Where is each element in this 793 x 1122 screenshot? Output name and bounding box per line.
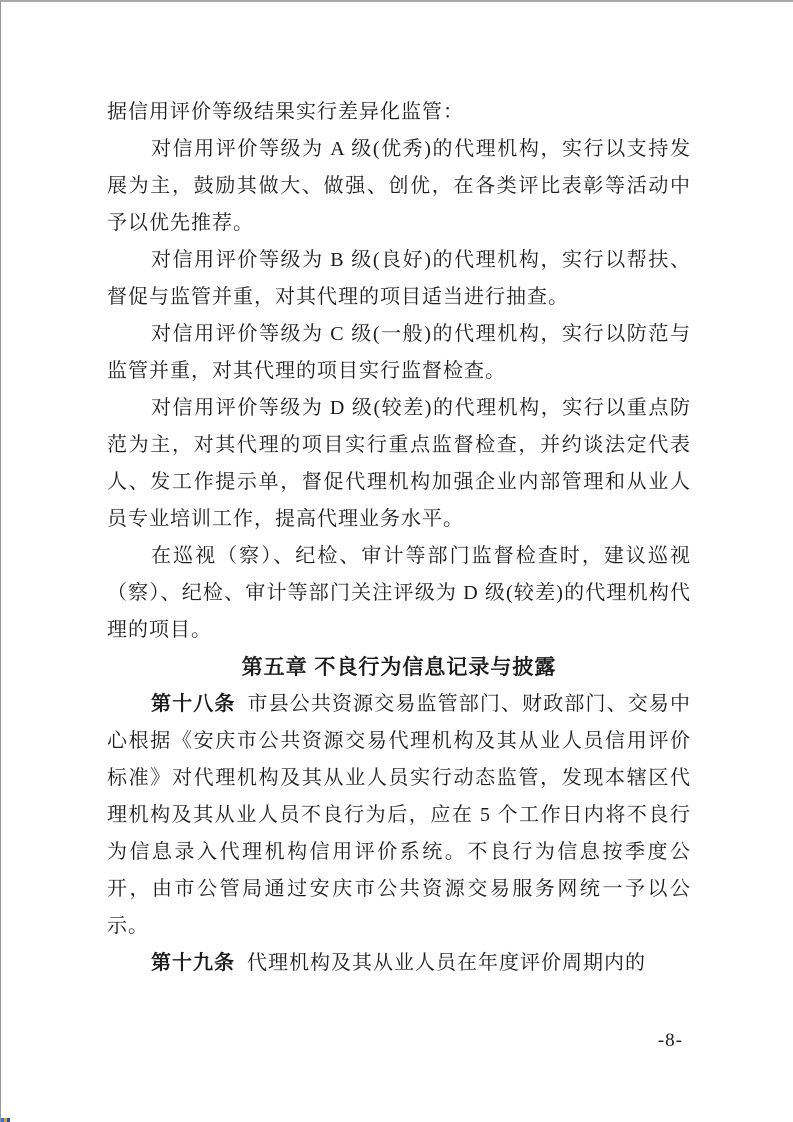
article-18-text: 市县公共资源交易监管部门、财政部门、交易中心根据《安庆市公共资源交易代理机构及其从业人员信用评价标准》对代理机构及其从业人员实行动态监管，发现本辖区代理机构及其从业人员不良行为后，应在 5 个工作日内将不良行为信息录入代理机构信用评价系统。不良行为信息按季度公开，由市公管局通过安庆市公共资源交易服务网统一予以公示。: [107, 693, 691, 937]
paragraph-article-18: [107, 686, 691, 945]
paragraph-article-19: [107, 945, 691, 982]
paragraph-intro-continuation: 据信用评价等级结果实行差异化监管：: [107, 101, 464, 123]
article-19-lead: 第十九条: [151, 952, 235, 974]
paragraph-grade-c: 对信用评价等级为 C 级(一般)的代理机构，实行以防范与监管并重，对其代理的项目实行监督检查。: [107, 323, 691, 382]
paragraph-grade-a: 对信用评价等级为 A 级(优秀)的代理机构，实行以支持发展为主，鼓励其做大、做强、创优，在各类评比表彰等活动中予以优先推荐。: [107, 138, 691, 234]
chapter-heading: 第五章 不良行为信息记录与披露: [241, 656, 557, 679]
page-number: -8-: [657, 1030, 683, 1051]
scan-artifact: [1, 1118, 10, 1122]
article-19-text: 代理机构及其从业人员在年度评价周期内的: [247, 952, 646, 974]
paragraph-grade-b: 对信用评价等级为 B 级(良好)的代理机构，实行以帮扶、督促与监管并重，对其代理的项目适当进行抽查。: [107, 249, 691, 308]
paragraph-inspection: 在巡视（察）、纪检、审计等部门监督检查时，建议巡视（察）、纪检、审计等部门关注评级为 D 级(较差)的代理机构代理的项目。: [107, 545, 691, 641]
article-18-lead: 第十八条: [151, 693, 236, 715]
document-body: [107, 94, 691, 982]
paragraph-grade-d: 对信用评价等级为 D 级(较差)的代理机构，实行以重点防范为主，对其代理的项目实行重点监督检查，并约谈法定代表人、发工作提示单，督促代理机构加强企业内部管理和从业人员专业培训工作，提高代理业务水平。: [107, 397, 691, 530]
